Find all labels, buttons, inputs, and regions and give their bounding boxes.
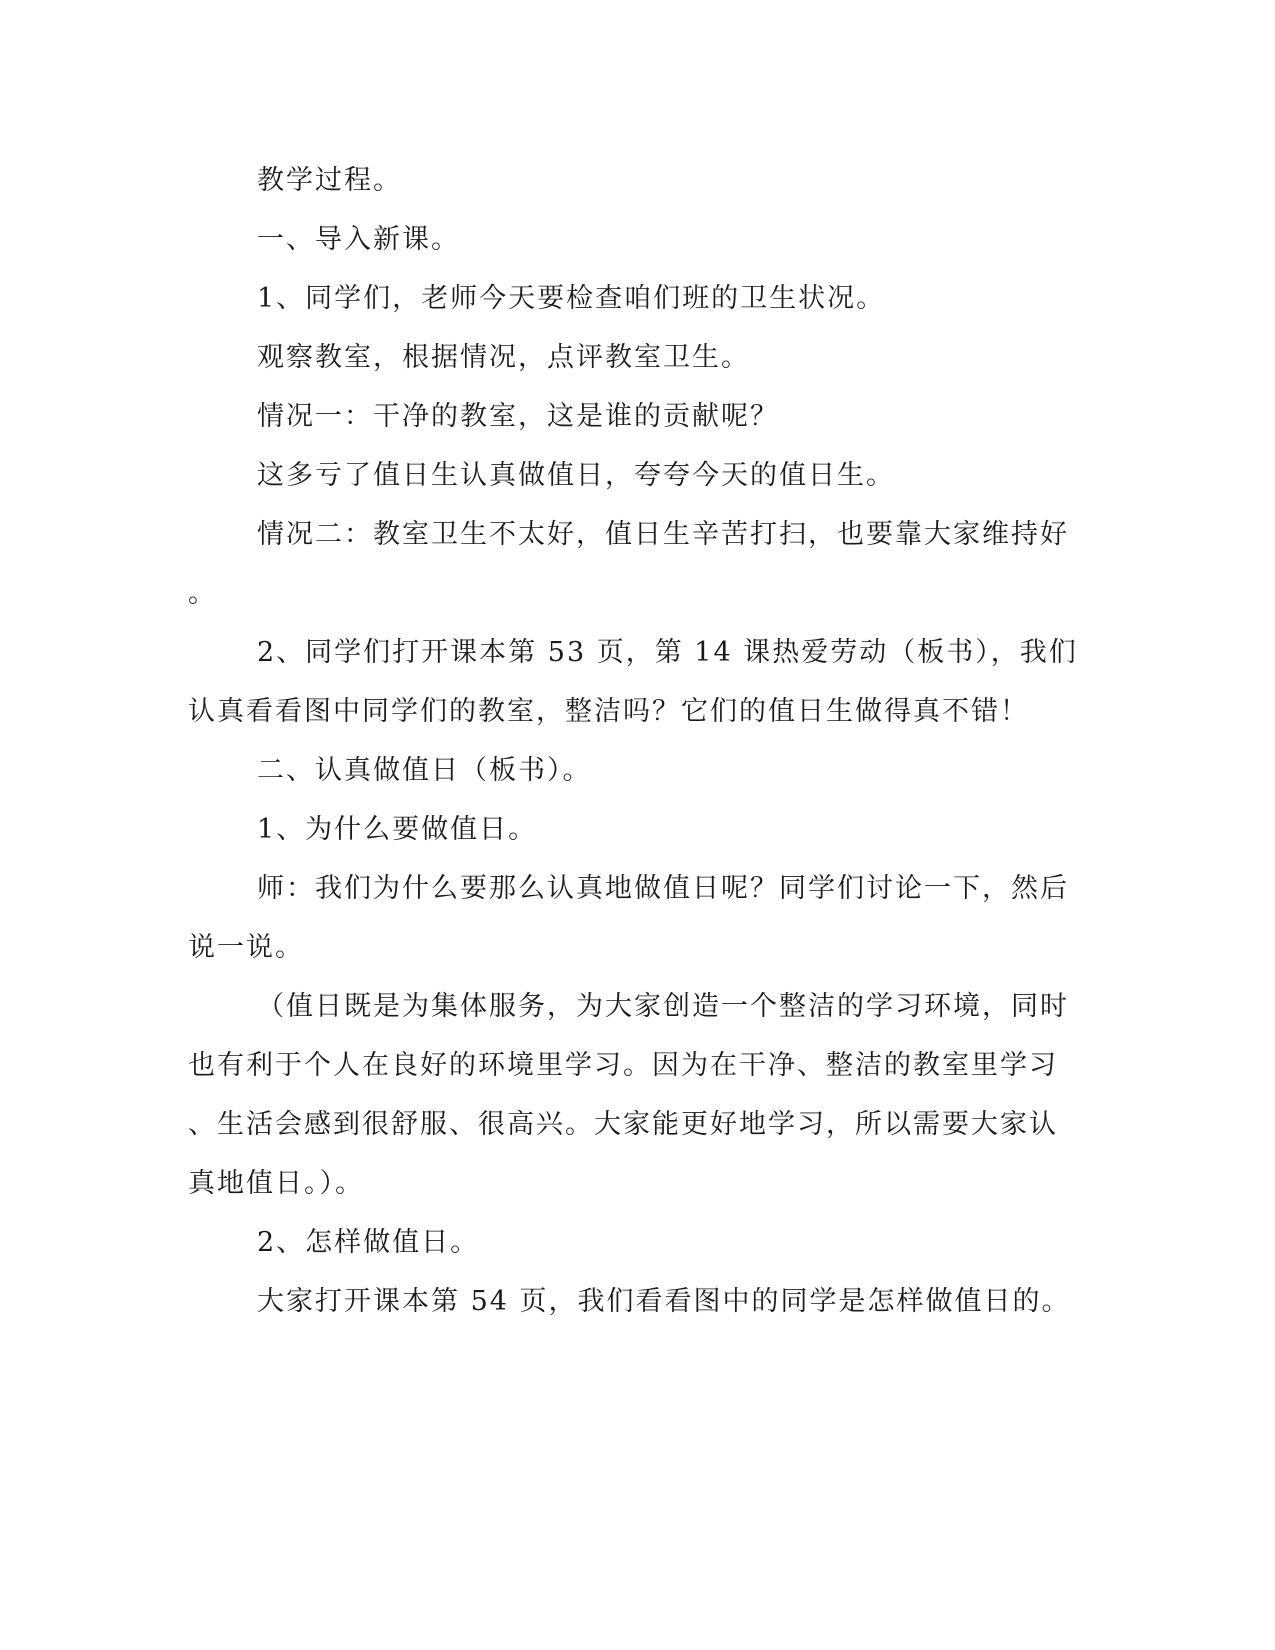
text-line: 2、怎样做值日。	[257, 1227, 480, 1258]
text-line: 也有利于个人在良好的环境里学习。因为在干净、整洁的教室里学习	[188, 1050, 1058, 1081]
text-line: 。	[188, 578, 217, 609]
text-line: 、生活会感到很舒服、很高兴。大家能更好地学习，所以需要大家认	[188, 1109, 1058, 1140]
text-line: （值日既是为集体服务，为大家创造一个整洁的学习环境，同时	[257, 991, 1069, 1022]
text-line: 说一说。	[188, 932, 304, 963]
text-line: 1、为什么要做值日。	[257, 814, 538, 845]
text-line: 情况一：干净的教室，这是谁的贡献呢？	[257, 401, 779, 432]
text-line: 2、同学们打开课本第 53 页，第 14 课热爱劳动（板书），我们	[257, 637, 1078, 668]
text-line: 真地值日。）。	[188, 1168, 364, 1199]
section-heading: 一、导入新课。	[257, 224, 460, 255]
text-line: 这多亏了值日生认真做值日，夸夸今天的值日生。	[257, 460, 895, 491]
text-line: 观察教室，根据情况，点评教室卫生。	[257, 342, 750, 373]
text-line: 教学过程。	[257, 165, 402, 196]
text-line: 大家打开课本第 54 页，我们看看图中的同学是怎样做值日的。	[257, 1286, 1071, 1317]
section-heading: 二、认真做值日（板书）。	[257, 755, 592, 786]
text-line: 1、同学们，老师今天要检查咱们班的卫生状况。	[257, 283, 886, 314]
text-line: 认真看看图中同学们的教室，整洁吗？它们的值日生做得真不错！	[188, 696, 1029, 727]
text-line: 情况二：教室卫生不太好，值日生辛苦打扫，也要靠大家维持好	[257, 519, 1069, 550]
text-line: 师：我们为什么要那么认真地做值日呢？同学们讨论一下，然后	[257, 873, 1069, 904]
